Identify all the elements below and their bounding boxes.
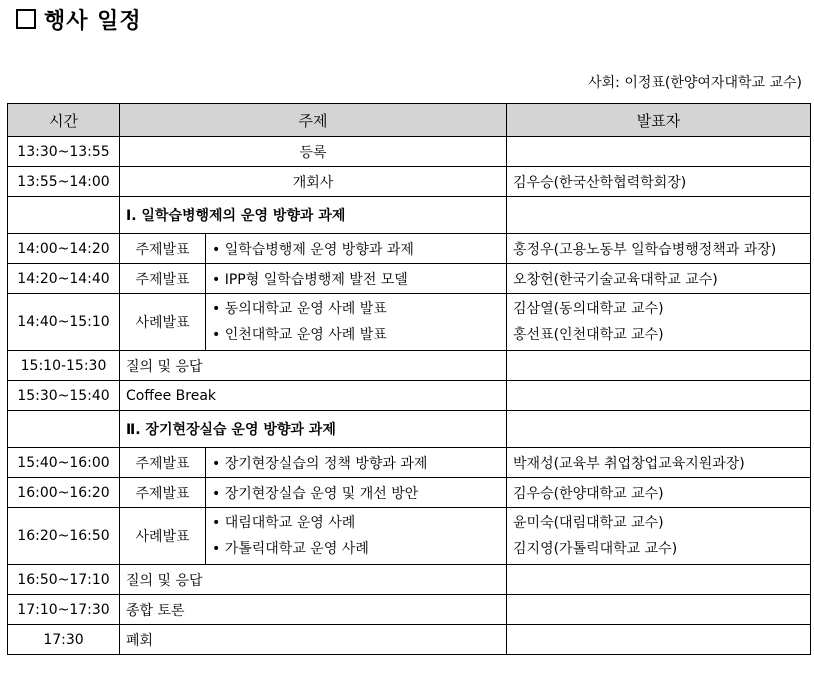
topic-line: • 가톨릭대학교 운영 사례 bbox=[212, 541, 369, 557]
row-time: 13:55~14:00 bbox=[8, 167, 120, 197]
row-time: 14:40~15:10 bbox=[8, 294, 120, 351]
row-topic: 종합 토론 bbox=[120, 595, 507, 625]
row-time: 16:20~16:50 bbox=[8, 508, 120, 565]
moderator-label: 사회: 이정표(한양여자대학교 교수) bbox=[588, 75, 802, 91]
section-title: Ⅱ. 장기현장실습 운영 방향과 과제 bbox=[120, 411, 507, 448]
row-time bbox=[8, 411, 120, 448]
table-row bbox=[8, 448, 811, 478]
row-time: 14:20~14:40 bbox=[8, 264, 120, 294]
presenter-line: 윤미숙(대림대학교 교수) bbox=[513, 515, 664, 531]
presenter-line: 김지영(가톨릭대학교 교수) bbox=[513, 541, 678, 557]
table-row bbox=[8, 508, 811, 565]
row-presenter: 홍정우(고용노동부 일학습병행정책과 과장) bbox=[507, 234, 811, 264]
row-presenter bbox=[507, 508, 811, 565]
header-time: 시간 bbox=[8, 104, 120, 137]
row-time: 16:50~17:10 bbox=[8, 565, 120, 595]
row-type: 주제발표 bbox=[120, 264, 206, 294]
table-row bbox=[8, 294, 811, 351]
row-time: 15:30~15:40 bbox=[8, 381, 120, 411]
row-presenter bbox=[507, 294, 811, 351]
row-topic: • 장기현장실습의 정책 방향과 과제 bbox=[206, 448, 507, 478]
table-row bbox=[8, 137, 811, 167]
presenter-line: 김삼열(동의대학교 교수) bbox=[513, 301, 664, 317]
table-row bbox=[8, 565, 811, 595]
row-topic: • IPP형 일학습병행제 발전 모델 bbox=[206, 264, 507, 294]
row-presenter: 박재성(교육부 취업창업교육지원과장) bbox=[507, 448, 811, 478]
table-header-row bbox=[8, 104, 811, 137]
row-time bbox=[8, 197, 120, 234]
row-time: 17:30 bbox=[8, 625, 120, 655]
schedule-table bbox=[7, 103, 811, 655]
row-presenter bbox=[507, 381, 811, 411]
row-topic bbox=[206, 294, 507, 351]
section-row bbox=[8, 197, 811, 234]
row-presenter: 김우승(한국산학협력학회장) bbox=[507, 167, 811, 197]
row-type: 주제발표 bbox=[120, 448, 206, 478]
row-presenter bbox=[507, 197, 811, 234]
row-presenter: 김우승(한양대학교 교수) bbox=[507, 478, 811, 508]
page-title bbox=[16, 4, 142, 35]
row-presenter bbox=[507, 411, 811, 448]
row-topic: • 일학습병행제 운영 방향과 과제 bbox=[206, 234, 507, 264]
row-topic: Coffee Break bbox=[120, 381, 507, 411]
table-row bbox=[8, 351, 811, 381]
row-time: 13:30~13:55 bbox=[8, 137, 120, 167]
presenter-line: 홍선표(인천대학교 교수) bbox=[513, 327, 664, 343]
table-row bbox=[8, 167, 811, 197]
topic-line: • 인천대학교 운영 사례 발표 bbox=[212, 327, 387, 343]
row-topic: 질의 및 응답 bbox=[120, 351, 507, 381]
row-time: 16:00~16:20 bbox=[8, 478, 120, 508]
table-row bbox=[8, 264, 811, 294]
table-row bbox=[8, 234, 811, 264]
row-topic: 질의 및 응답 bbox=[120, 565, 507, 595]
table-row bbox=[8, 625, 811, 655]
row-type: 사례발표 bbox=[120, 508, 206, 565]
table-row bbox=[8, 595, 811, 625]
table-row bbox=[8, 478, 811, 508]
row-presenter bbox=[507, 565, 811, 595]
section-title: Ⅰ. 일학습병행제의 운영 방향과 과제 bbox=[120, 197, 507, 234]
row-type: 사례발표 bbox=[120, 294, 206, 351]
row-topic: • 장기현장실습 운영 및 개선 방안 bbox=[206, 478, 507, 508]
row-presenter: 오창헌(한국기술교육대학교 교수) bbox=[507, 264, 811, 294]
row-presenter bbox=[507, 137, 811, 167]
row-time: 17:10~17:30 bbox=[8, 595, 120, 625]
header-topic: 주제 bbox=[120, 104, 507, 137]
checkbox-square-icon bbox=[16, 9, 36, 29]
row-type: 주제발표 bbox=[120, 478, 206, 508]
topic-line: • 동의대학교 운영 사례 발표 bbox=[212, 301, 387, 317]
row-presenter bbox=[507, 625, 811, 655]
section-row bbox=[8, 411, 811, 448]
row-presenter bbox=[507, 595, 811, 625]
row-presenter bbox=[507, 351, 811, 381]
page-title-text: 행사 일정 bbox=[44, 9, 142, 34]
row-topic: 폐회 bbox=[120, 625, 507, 655]
topic-line: • 대림대학교 운영 사례 bbox=[212, 515, 356, 531]
table-row bbox=[8, 381, 811, 411]
row-time: 15:40~16:00 bbox=[8, 448, 120, 478]
row-type: 주제발표 bbox=[120, 234, 206, 264]
row-topic bbox=[206, 508, 507, 565]
row-time: 14:00~14:20 bbox=[8, 234, 120, 264]
row-time: 15:10-15:30 bbox=[8, 351, 120, 381]
row-topic: 등록 bbox=[120, 137, 507, 167]
header-presenter: 발표자 bbox=[507, 104, 811, 137]
row-topic: 개회사 bbox=[120, 167, 507, 197]
